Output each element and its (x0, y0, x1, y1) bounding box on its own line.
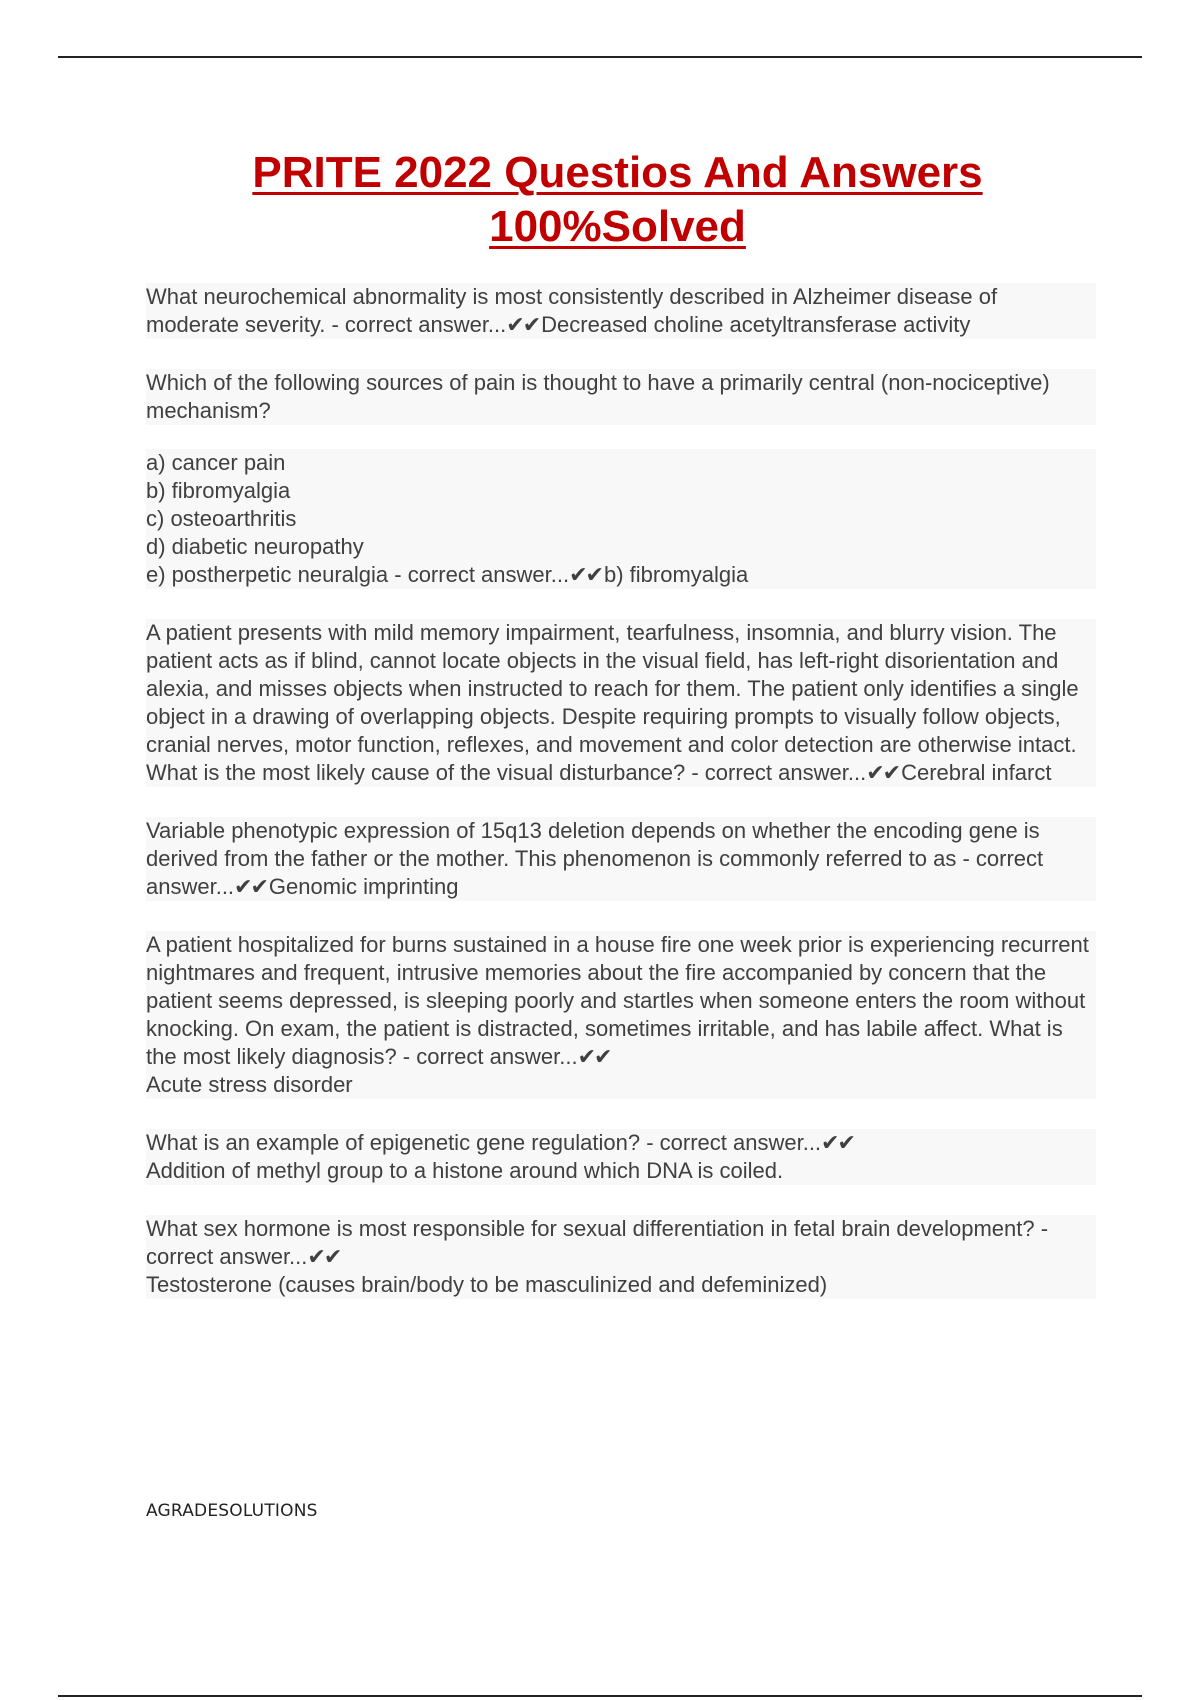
bottom-rule (58, 1695, 1142, 1697)
answer-text: Addition of methyl group to a histone around which DNA is coiled. (146, 1157, 1096, 1185)
answer-text: b) fibromyalgia (603, 562, 749, 587)
check-mark-icon: ✔✔ (821, 1130, 854, 1155)
question-text: Variable phenotypic expression of 15q13 deletion depends on whether the encoding gene is (146, 817, 1096, 845)
top-rule (58, 56, 1142, 58)
question-text: What sex hormone is most responsible for sexual differentiation in fetal brain development? - correct answer...✔✔ (146, 1215, 1096, 1271)
qa-item-4 (146, 817, 1096, 901)
question-text-cont: derived from the father or the mother. This phenomenon is commonly referred to as - correct answer...✔✔Genomic imprinting (146, 845, 1096, 901)
check-mark-icon: ✔✔ (577, 1044, 611, 1069)
qa-item-1 (146, 283, 1096, 339)
question-text: Which of the following sources of pain is thought to have a primarily central (non-nociceptive) mechanism? (146, 369, 1096, 425)
answer-text: Genomic imprinting (268, 874, 459, 899)
qa-item-5 (146, 931, 1096, 1099)
check-mark-icon: ✔✔ (307, 1244, 341, 1269)
qa-item-6 (146, 1129, 1096, 1185)
option-b: b) fibromyalgia (146, 477, 1096, 505)
answer-text: Decreased choline acetyltransferase activity (541, 312, 971, 337)
answer-text: Acute stress disorder (146, 1071, 1096, 1099)
qa-item-2 (146, 369, 1096, 589)
answer-text: Cerebral infarct (901, 760, 1052, 785)
footer-brand: AGRADESOLUTIONS (146, 1501, 318, 1521)
qa-item-3 (146, 619, 1096, 787)
question-text: What neurochemical abnormality is most consistently described in Alzheimer disease of moderate severity. - correct answer...✔✔Decreased choline acetyltransferase activity (146, 283, 1096, 339)
check-mark-icon: ✔✔ (506, 312, 540, 337)
question-text: A patient presents with mild memory impairment, tearfulness, insomnia, and blurry vision. The patient acts as if blind, cannot locate objects in the visual field, has left-right disorientation and alexia, and misses objects when instructed to reach for them. The patient only identifies a single object in a drawing of overlapping objects. Despite requiring prompts to visually follow objects, cranial nerves, motor function, reflexes, and movement and color detection are otherwise intact. What is the most likely cause of the visual disturbance? - correct answer...✔✔Cerebral infarct (146, 619, 1096, 787)
option-d: d) diabetic neuropathy (146, 533, 1096, 561)
qa-item-7 (146, 1215, 1096, 1299)
title-line-2: 100%Solved (489, 202, 746, 251)
answer-text: Testosterone (causes brain/body to be masculinized and defeminized) (146, 1271, 1096, 1299)
qa-list (146, 283, 1096, 1329)
page-title (0, 146, 1200, 254)
title-line-1: PRITE 2022 Questios And Answers (252, 148, 983, 197)
option-c: c) osteoarthritis (146, 505, 1096, 533)
question-text: What is an example of epigenetic gene regulation? - correct answer...✔✔ (146, 1129, 1096, 1157)
check-mark-icon: ✔✔ (569, 562, 602, 587)
question-text: A patient hospitalized for burns sustained in a house fire one week prior is experiencing recurrent nightmares and frequent, intrusive memories about the fire accompanied by concern that the patient seems depressed, is sleeping poorly and startles when someone enters the room without knocking. On exam, the patient is distracted, sometimes irritable, and has labile affect. What is the most likely diagnosis? - correct answer...✔✔ (146, 931, 1096, 1071)
check-mark-icon: ✔✔ (234, 874, 267, 899)
option-e: e) postherpetic neuralgia - correct answer...✔✔b) fibromyalgia (146, 561, 1096, 589)
option-a: a) cancer pain (146, 449, 1096, 477)
check-mark-icon: ✔✔ (866, 760, 900, 785)
